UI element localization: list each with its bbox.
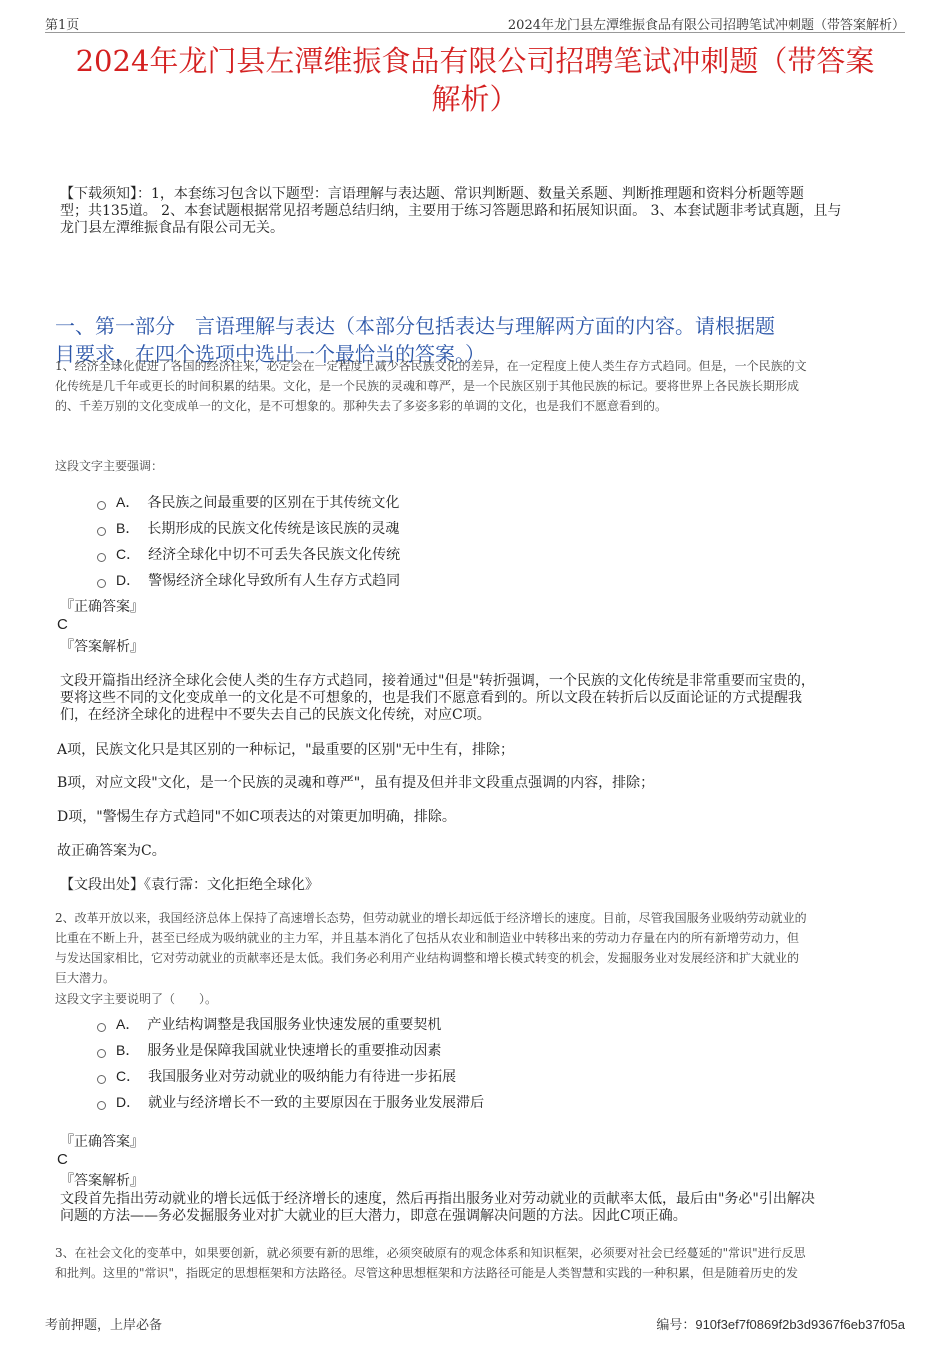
page-title bbox=[45, 42, 905, 118]
q1-option-c[interactable] bbox=[97, 544, 400, 564]
question-1-text bbox=[55, 356, 915, 416]
question-2-text bbox=[55, 908, 915, 988]
question-line: 巨大潜力。 bbox=[55, 971, 116, 985]
title-line-1: 2024年龙门县左潭维振食品有限公司招聘笔试冲刺题（带答案 bbox=[75, 44, 875, 78]
q1-option-b[interactable] bbox=[97, 518, 399, 538]
correct-answer-heading: 『正确答案』 bbox=[60, 1134, 144, 1150]
correct-answer-heading: 『正确答案』 bbox=[60, 599, 144, 615]
notice-line: 型；共135道。 2、本套试题根据常见招考题总结归纳，主要用于练习答题思路和拓展知识面。 3、本套试题非考试真题，且与 bbox=[60, 203, 842, 219]
section-heading-line: 一、第一部分 言语理解与表达（本部分包括表达与理解两方面的内容。请根据题 bbox=[55, 314, 775, 338]
footer-code-value: 910f3ef7f0869f2b3d9367f6eb37f05a bbox=[695, 1317, 905, 1332]
q2-option-c[interactable] bbox=[97, 1066, 456, 1086]
analysis-heading: 『答案解析』 bbox=[60, 639, 144, 655]
question-line: 的、千差万别的文化变成单一的文化，是不可想象的。那种失去了多姿多彩的单调的文化，也是我们不愿意看到的。 bbox=[55, 399, 668, 413]
page-number: 第1页 bbox=[45, 18, 80, 33]
q1-option-a[interactable] bbox=[97, 492, 399, 512]
question-line: 2、改革开放以来，我国经济总体上保持了高速增长态势，但劳动就业的增长却远低于经济增长的速度。目前，尽管我国服务业吸纳劳动就业的 bbox=[55, 911, 807, 925]
option-text: 我国服务业对劳动就业的吸纳能力有待进一步拓展 bbox=[148, 1069, 457, 1085]
header-divider bbox=[45, 32, 905, 33]
radio-button-icon[interactable] bbox=[97, 553, 106, 562]
analysis-option-a: A项，民族文化只是其区别的一种标记，"最重要的区别"无中生有，排除； bbox=[57, 742, 514, 758]
radio-button-icon[interactable] bbox=[97, 1023, 106, 1032]
section-heading-line: 目要求，在四个选项中选出一个最恰当的答案。） bbox=[55, 342, 485, 366]
radio-button-icon[interactable] bbox=[97, 501, 106, 510]
analysis-line: 要将这些不同的文化变成单一的文化是不可想象的，也是我们不愿意看到的。所以文段在转折后以反面论证的方式提醒我 bbox=[60, 690, 802, 706]
option-label: A． bbox=[116, 1016, 140, 1032]
question-3-text bbox=[55, 1243, 915, 1283]
footer-code bbox=[656, 1314, 905, 1333]
analysis-conclusion: 故正确答案为C。 bbox=[57, 843, 166, 859]
option-label: A． bbox=[116, 494, 140, 510]
download-notice bbox=[60, 186, 910, 237]
analysis-line: 文段首先指出劳动就业的增长远低于经济增长的速度，然后再指出服务业对劳动就业的贡献率太低，最后由"务必"引出解决 bbox=[60, 1191, 815, 1207]
title-line-2: 解析） bbox=[431, 82, 519, 116]
q2-option-d[interactable] bbox=[97, 1092, 484, 1112]
option-label: B． bbox=[116, 1042, 140, 1058]
question-line: 比重在不断上升，甚至已经成为吸纳就业的主力军，并且基本消化了包括从农业和制造业中转移出来的劳动力存量在内的所有新增劳动力，但 bbox=[55, 931, 800, 945]
option-label: D． bbox=[116, 1094, 141, 1110]
q2-option-b[interactable] bbox=[97, 1040, 441, 1060]
option-text: 各民族之间最重要的区别在于其传统文化 bbox=[147, 495, 400, 511]
header-doc-title: 2024年龙门县左潭维振食品有限公司招聘笔试冲刺题（带答案解析） bbox=[507, 18, 905, 33]
footer-code-label: 编号： bbox=[656, 1318, 696, 1333]
analysis-option-b: B项，对应文段"文化，是一个民族的灵魂和尊严"，虽有提及但并非文段重点强调的内容，排除； bbox=[57, 775, 655, 791]
question-line: 1、经济全球化促进了各国的经济往来，必定会在一定程度上减少各民族文化的差异，在一定程度上使人类生存方式趋同。但是，一个民族的文 bbox=[55, 359, 807, 373]
radio-button-icon[interactable] bbox=[97, 1075, 106, 1084]
radio-button-icon[interactable] bbox=[97, 1049, 106, 1058]
question-1-stem: 这段文字主要强调： bbox=[55, 459, 164, 473]
correct-answer: C bbox=[57, 616, 68, 633]
option-text: 服务业是保障我国就业快速增长的重要推动因素 bbox=[147, 1043, 442, 1059]
option-text: 长期形成的民族文化传统是该民族的灵魂 bbox=[147, 521, 400, 537]
passage-source: 【文段出处】《袁行霈：文化拒绝全球化》 bbox=[60, 877, 319, 893]
option-text: 经济全球化中切不可丢失各民族文化传统 bbox=[148, 547, 401, 563]
q2-option-a[interactable] bbox=[97, 1014, 441, 1034]
option-label: C． bbox=[116, 546, 141, 562]
notice-line: 龙门县左潭维振食品有限公司无关。 bbox=[60, 220, 284, 236]
analysis-line: 们，在经济全球化的进程中不要失去自己的民族文化传统，对应C项。 bbox=[60, 707, 491, 723]
analysis-heading: 『答案解析』 bbox=[60, 1173, 144, 1189]
option-text: 就业与经济增长不一致的主要原因在于服务业发展滞后 bbox=[148, 1095, 485, 1111]
radio-button-icon[interactable] bbox=[97, 1101, 106, 1110]
option-text: 警惕经济全球化导致所有人生存方式趋同 bbox=[148, 573, 401, 589]
question-line: 与发达国家相比，它对劳动就业的贡献率还是太低。我们务必利用产业结构调整和增长模式转变的机会，发掘服务业对发展经济和扩大就业的 bbox=[55, 951, 800, 965]
radio-button-icon[interactable] bbox=[97, 527, 106, 536]
notice-line: 【下载须知】：1，本套练习包含以下题型：言语理解与表达题、常识判断题、数量关系题、判断推理题和资料分析题等题 bbox=[60, 186, 804, 202]
analysis-line: 文段开篇指出经济全球化会使人类的生存方式趋同，接着通过"但是"转折强调，一个民族的文化传统是非常重要而宝贵的， bbox=[60, 673, 815, 689]
option-text: 产业结构调整是我国服务业快速发展的重要契机 bbox=[147, 1017, 442, 1033]
analysis-line: 问题的方法——务必发掘服务业对扩大就业的巨大潜力，即意在强调解决问题的方法。因此C项正确。 bbox=[60, 1208, 687, 1224]
option-label: C． bbox=[116, 1068, 141, 1084]
analysis-option-d: D项，"警惕生存方式趋同"不如C项表达的对策更加明确，排除。 bbox=[57, 809, 456, 825]
question-2-stem: 这段文字主要说明了（ ）。 bbox=[55, 992, 218, 1006]
analysis-text bbox=[60, 673, 905, 724]
radio-button-icon[interactable] bbox=[97, 579, 106, 588]
option-label: B． bbox=[116, 520, 140, 536]
correct-answer: C bbox=[57, 1151, 68, 1168]
question-line: 化传统是几千年或更长的时间积累的结果。文化，是一个民族的灵魂和尊严，是一个民族区别于其他民族的标记。要将世界上各民族长期形成 bbox=[55, 379, 800, 393]
q1-option-d[interactable] bbox=[97, 570, 400, 590]
question-line: 3、在社会文化的变革中，如果要创新，就必须要有新的思维，必须突破原有的观念体系和知识框架，必须要对社会已经蔓延的"常识"进行反思 bbox=[55, 1246, 806, 1260]
option-label: D． bbox=[116, 572, 141, 588]
question-line: 和批判。这里的"常识"，指既定的思想框架和方法路径。尽管这种思想框架和方法路径可能是人类智慧和实践的一种积累，但是随着历史的发 bbox=[55, 1266, 799, 1280]
footer-slogan: 考前押题，上岸必备 bbox=[45, 1318, 163, 1333]
analysis-text bbox=[60, 1191, 905, 1225]
